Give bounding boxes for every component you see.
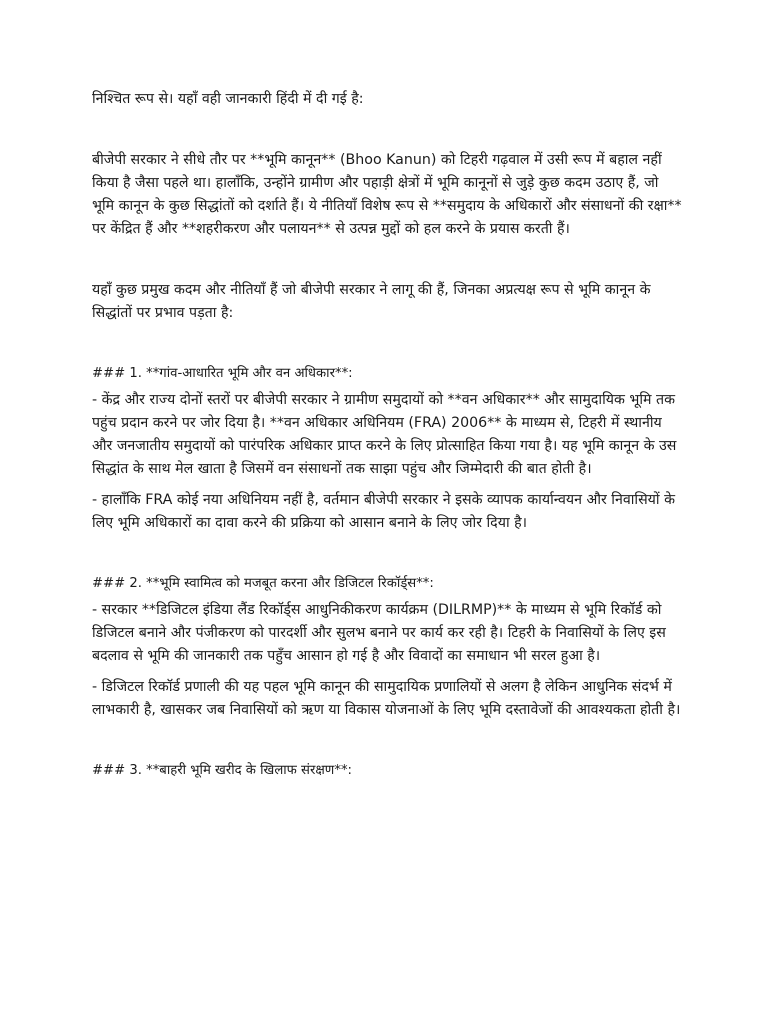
paragraph-2: यहाँ कुछ प्रमुख कदम और नीतियाँ हैं जो बीजेपी सरकार ने लागू की हैं, जिनका अप्रत्यक्ष रूप से भूमि कानून के सिद्धांतों पर प्रभाव पड़ता है: [92,282,651,321]
section-1-heading: ### 1. **गांव-आधारित भूमि और वन अधिकार**: [92,366,353,381]
section-2-heading: ### 2. **भूमि स्वामित्व को मजबूत करना और डिजिटल रिकॉर्ड्स**: [92,576,434,591]
section-1-bullet-1: - केंद्र और राज्य दोनों स्तरों पर बीजेपी सरकार ने ग्रामीण समुदायों को **वन अधिकार** और सामुदायिक भूमि तक पहुंच प्रदान करने पर जोर दिया है। **वन अधिकार अधिनियम (FRA) 2006** के माध्यम से, टिहरी में स्थानीय और जनजातीय समुदायों को पारंपरिक अधिकार प्राप्त करने के लिए प्रोत्साहित किया गया है। यह भूमि कानून के उस सिद्धांत के साथ मेल खाता है जिसमें वन संसाधनों तक साझा पहुंच और जिम्मेदारी की बात होती है। [92,392,677,477]
document-page [92,88,682,786]
section-3-heading: ### 3. **बाहरी भूमि खरीद के खिलाफ संरक्षण**: [92,763,352,778]
section-1-bullet-2: - हालाँकि FRA कोई नया अधिनियम नहीं है, वर्तमान बीजेपी सरकार ने इसके व्यापक कार्यान्वयन और निवासियों के लिए भूमि अधिकारों का दावा करने की प्रक्रिया को आसान बनाने के लिए जोर दिया है। [92,492,675,531]
section-2-bullet-2: - डिजिटल रिकॉर्ड प्रणाली की यह पहल भूमि कानून की सामुदायिक प्रणालियों से अलग है लेकिन आधुनिक संदर्भ में लाभकारी है, खासकर जब निवासियों को ऋण या विकास योजनाओं के लिए भूमि दस्तावेजों की आवश्यकता होती है। [92,679,681,718]
intro-text: निश्चित रूप से। यहाँ वही जानकारी हिंदी में दी गई है: [92,91,364,107]
section-2-bullet-1: - सरकार **डिजिटल इंडिया लैंड रिकॉर्ड्स आधुनिकीकरण कार्यक्रम (DILRMP)** के माध्यम से भूमि रिकॉर्ड को डिजिटल बनाने और पंजीकरण को पारदर्शी और सुलभ बनाने पर कार्य कर रही है। टिहरी के निवासियों के लिए इस बदलाव से भूमि की जानकारी तक पहुँच आसान हो गई है और विवादों का समाधान भी सरल हुआ है। [92,602,666,664]
paragraph-1: बीजेपी सरकार ने सीधे तौर पर **भूमि कानून** (Bhoo Kanun) को टिहरी गढ़वाल में उसी रूप में बहाल नहीं किया है जैसा पहले था। हालाँकि, उन्होंने ग्रामीण और पहाड़ी क्षेत्रों में भूमि कानूनों से जुड़े कुछ कदम उठाए हैं, जो भूमि कानून के कुछ सिद्धांतों को दर्शाते हैं। ये नीतियाँ विशेष रूप से **समुदाय के अधिकारों और संसाधनों की रक्षा** पर केंद्रित हैं और **शहरीकरण और पलायन** से उत्पन्न मुद्दों को हल करने के प्रयास करती हैं। [92,152,682,237]
